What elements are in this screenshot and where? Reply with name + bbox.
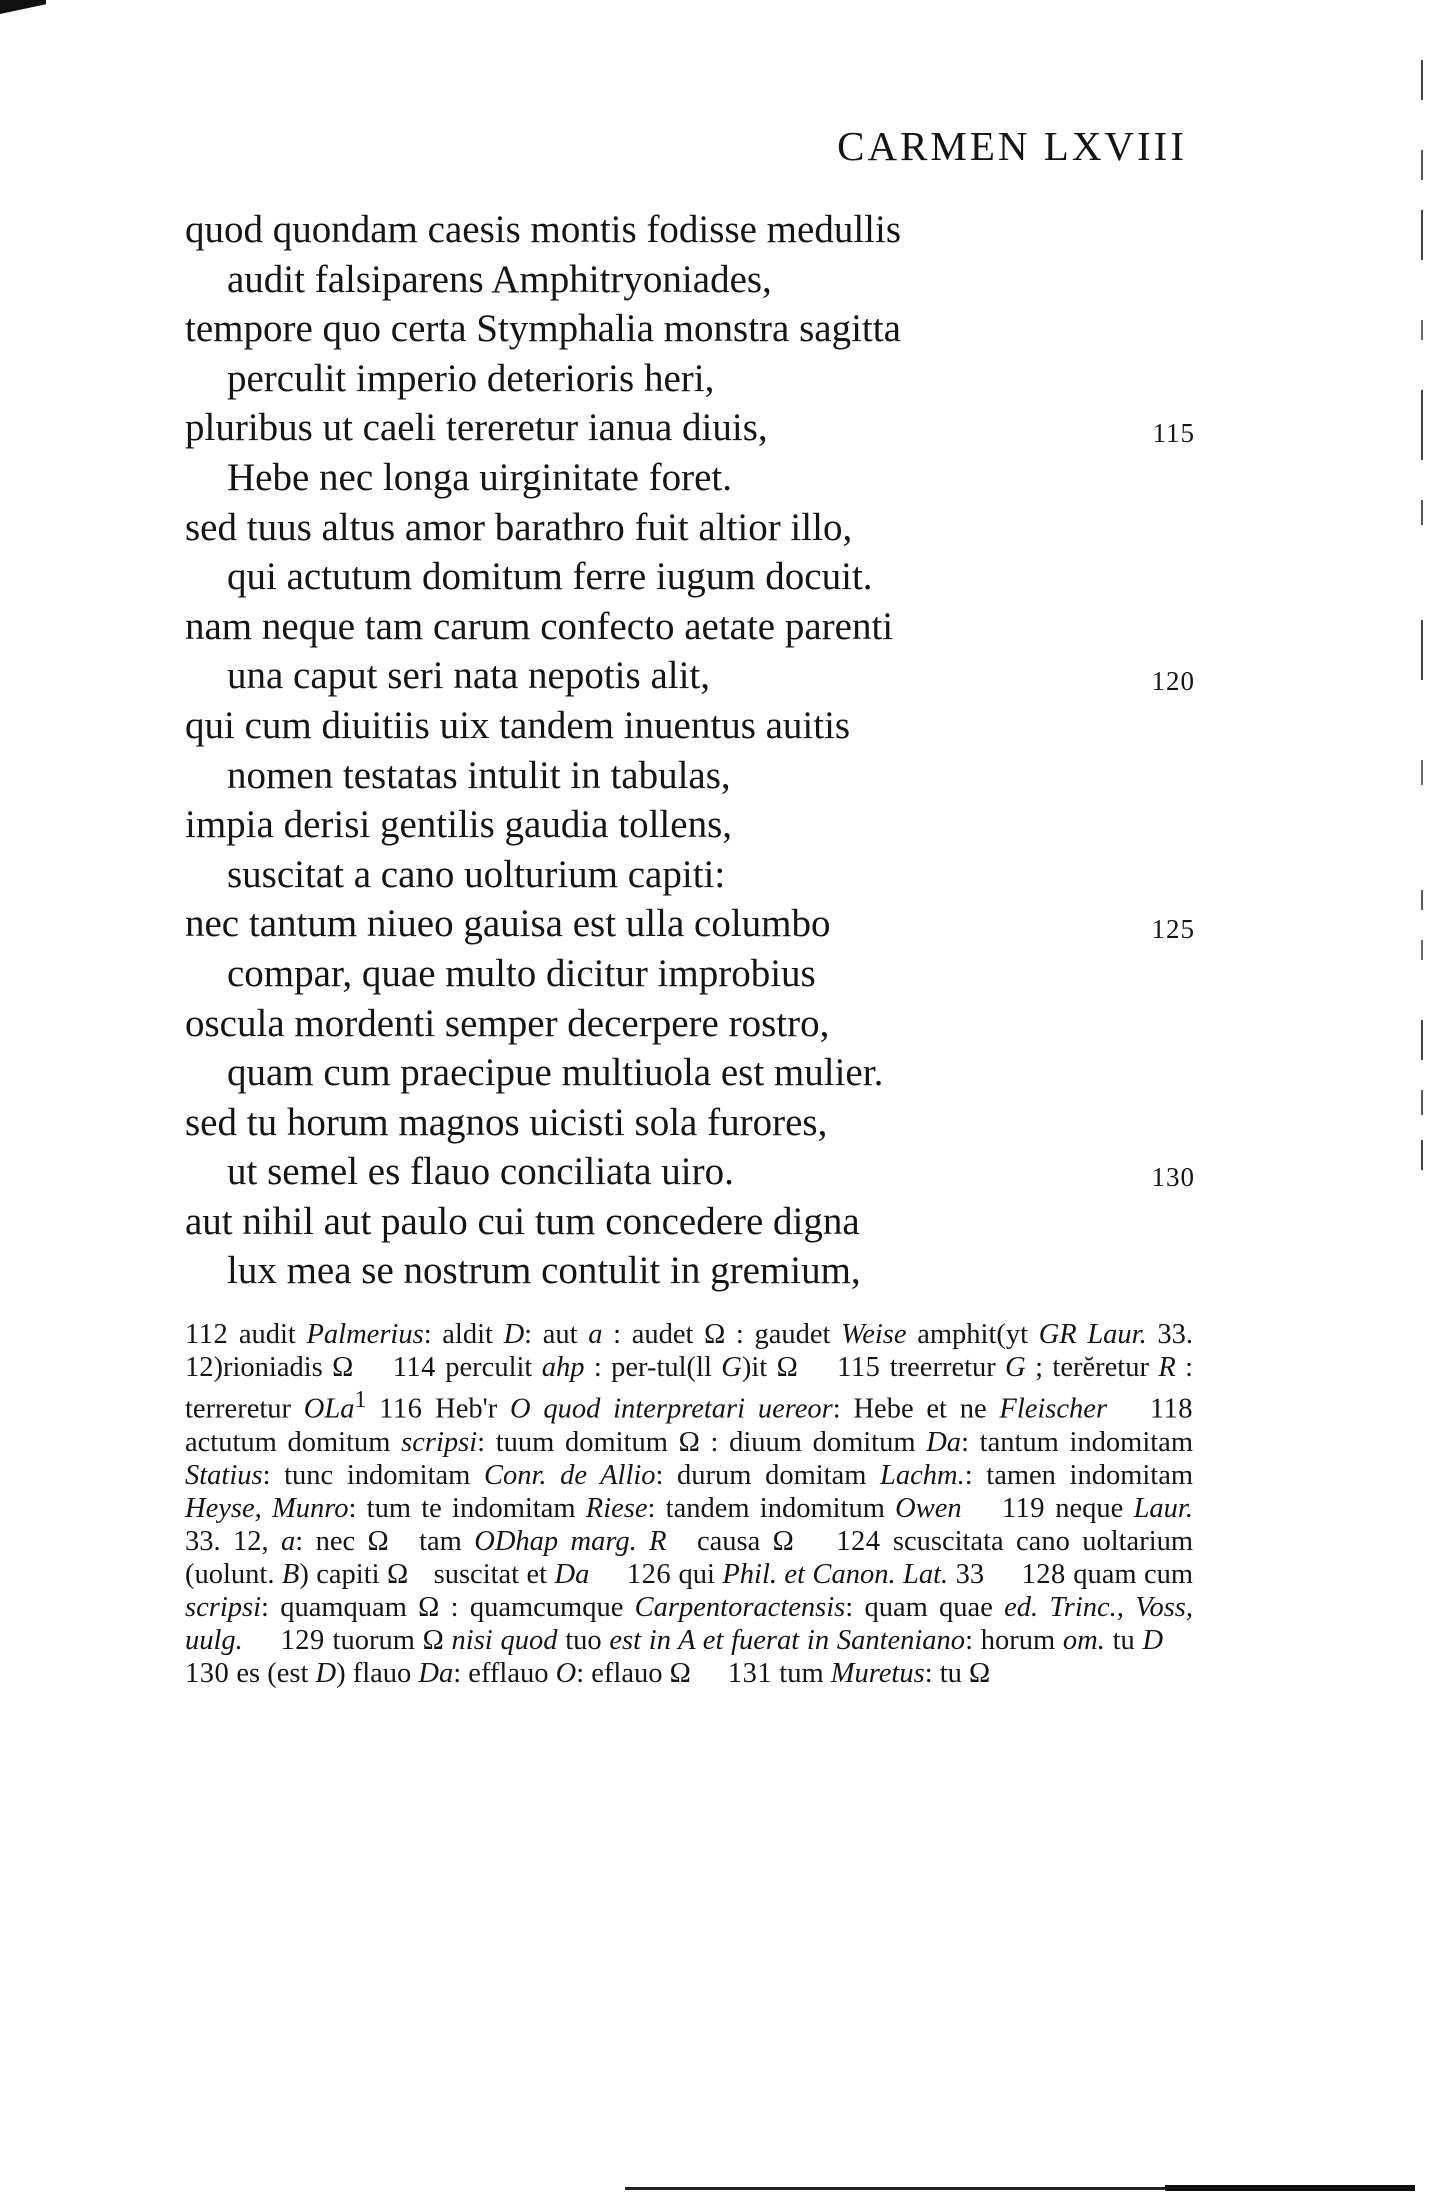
- verse-text: Hebe nec longa uirginitate foret.: [227, 455, 733, 499]
- poem-text: [185, 205, 1195, 1296]
- verse-text: audit falsiparens Amphitryoniades,: [227, 257, 772, 301]
- verse-line: [185, 1048, 1195, 1098]
- note-112: 112: [185, 1319, 229, 1350]
- verse-line: [185, 899, 1195, 949]
- verse-text: ut semel es flauo conciliata uiro.: [227, 1150, 734, 1194]
- verse-line: [185, 1147, 1195, 1197]
- corner-print-mark: [0, 0, 46, 14]
- verse-text: oscula mordenti semper decerpere rostro,: [185, 1001, 830, 1045]
- verse-line: [185, 800, 1195, 850]
- note-116: 116: [379, 1393, 423, 1425]
- verse-line: [185, 205, 1195, 255]
- verse-text: lux mea se nostrum contulit in gremium,: [227, 1249, 861, 1293]
- verse-line: [185, 403, 1195, 453]
- verse-text: perculit imperio deterioris heri,: [227, 356, 715, 400]
- verse-line: [185, 453, 1195, 503]
- verse-line: [185, 503, 1195, 553]
- note-119: 119: [1001, 1492, 1046, 1524]
- verse-text: pluribus ut caeli tereretur ianua diuis,: [185, 406, 768, 450]
- line-number: 120: [1151, 666, 1195, 697]
- verse-text: una caput seri nata nepotis alit,: [227, 654, 711, 698]
- verse-text: compar, quae multo dicitur improbius: [227, 951, 816, 995]
- verse-text: sed tuus altus amor barathro fuit altior illo,: [185, 505, 853, 549]
- note-128: 128: [1021, 1558, 1066, 1590]
- verse-text: nec tantum niueo gauisa est ulla columbo: [185, 902, 831, 946]
- verse-text: nam neque tam carum confecto aetate parenti: [185, 604, 894, 648]
- bottom-rule-thick: [1165, 2185, 1415, 2191]
- note-115: 115: [837, 1352, 881, 1383]
- note-130: 130: [185, 1657, 230, 1689]
- line-number: 115: [1152, 418, 1195, 449]
- critical-apparatus: 112 audit Palmerius: aldit D: aut a : audet Ω : gaudet Weise amphit(yt GR Laur. 33. 12)rioniadis Ω 114 perculit ahp : per-tul(ll G)it Ω 115 treerretur G ; terĕretur R : terreretur OLa$^1$ 116 Heb'r O quod interpretari uereor: Hebe et ne Fleischer 118 actutum domitum scripsi: tuum domitum Ω : diuum domitum Da: tantum indomitam Statius: tunc indomitam Conr. de Allio: durum domitam Lachm.: tamen indomitam Heyse, Munro: tum te indomitam Riese: tandem indomitum Owen 119 neque Laur. 33. 12, a: nec Ω tam ODhap marg. R causa Ω 124 scuscitata cano uoltarium (uolunt. B) capiti Ω suscitat et Da 126 qui Phil. et Canon. Lat. 33 128 quam cum scripsi: quamquam Ω : quamcumque Carpentoractensis: quam quae ed. Trinc., Voss, uulg. 129 tuorum Ω nisi quod tuo est in A et fuerat in Santeniano: horum om. tu D 130 es (est D) flauo Da: efflauo O: eflauo Ω 131 tum Muretus: tu Ω: [185, 1319, 1194, 1689]
- page-edge-marks: [1420, 60, 1424, 1310]
- verse-text: tempore quo certa Stymphalia monstra sagitta: [185, 307, 901, 351]
- verse-text: nomen testatas intulit in tabulas,: [227, 753, 731, 797]
- verse-line: [185, 949, 1195, 999]
- verse-text: suscitat a cano uolturium capiti:: [227, 852, 726, 896]
- verse-line: [185, 850, 1195, 900]
- verse-text: sed tu horum magnos uicisti sola furores,: [185, 1100, 828, 1144]
- note-118: 118: [1149, 1393, 1194, 1425]
- verse-line: [185, 255, 1195, 305]
- verse-text: quod quondam caesis montis fodisse medullis: [185, 208, 902, 251]
- verse-line: [185, 751, 1195, 801]
- verse-text: qui cum diuitiis uix tandem inuentus auitis: [185, 703, 851, 747]
- verse-text: quam cum praecipue multiuola est mulier.: [227, 1051, 884, 1095]
- verse-line: [185, 552, 1195, 602]
- note-114: 114: [392, 1352, 436, 1383]
- verse-line: [185, 999, 1195, 1049]
- verse-text: impia derisi gentilis gaudia tollens,: [185, 803, 732, 847]
- verse-line: [185, 1197, 1195, 1247]
- verse-line: [185, 304, 1195, 354]
- line-number: 130: [1151, 1162, 1195, 1193]
- verse-line: [185, 602, 1195, 652]
- verse-line: [185, 1246, 1195, 1296]
- note-129: 129: [280, 1624, 325, 1656]
- verse-text: qui actutum domitum ferre iugum docuit.: [227, 555, 873, 599]
- verse-line: [185, 651, 1195, 701]
- note-124: 124: [836, 1525, 881, 1557]
- line-number: 125: [1151, 914, 1195, 945]
- note-126: 126: [626, 1558, 672, 1590]
- verse-text: aut nihil aut paulo cui tum concedere digna: [185, 1199, 860, 1243]
- note-131: 131: [727, 1657, 773, 1689]
- verse-line: [185, 354, 1195, 404]
- verse-line: [185, 1098, 1195, 1148]
- running-title: CARMEN LXVIII: [837, 123, 1187, 169]
- verse-line: [185, 701, 1195, 751]
